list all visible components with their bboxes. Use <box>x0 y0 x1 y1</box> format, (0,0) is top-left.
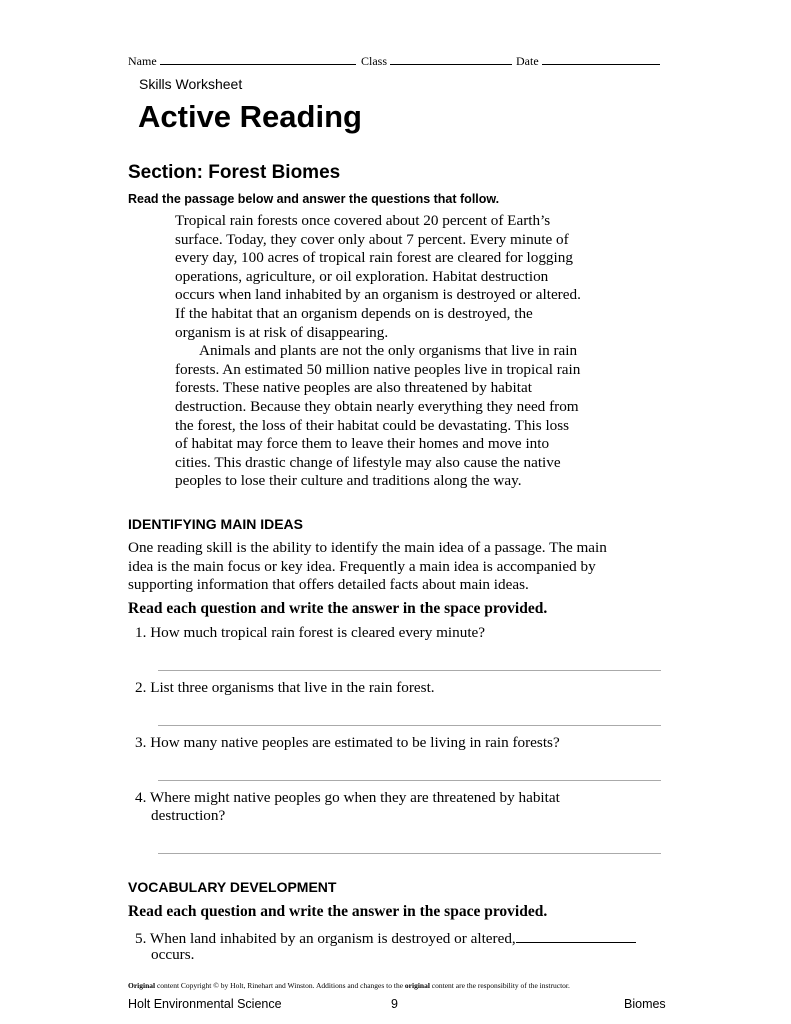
passage-line: every day, 100 acres of tropical rain forest are cleared for logging <box>175 249 573 267</box>
date-blank[interactable] <box>542 53 660 65</box>
name-blank[interactable] <box>160 53 356 65</box>
question-5-text: 5. When land inhabited by an organism is destroyed or altered, <box>135 930 516 947</box>
class-label: Class <box>361 54 388 68</box>
main-ideas-intro <box>128 539 648 595</box>
question-4-cont: destruction? <box>151 807 226 824</box>
question-5 <box>135 928 636 949</box>
copyright-text-2: content are the responsibility of the instructor. <box>429 981 570 990</box>
passage-line: cities. This drastic change of lifestyle may also cause the native <box>175 453 561 471</box>
passage-line: destruction. Because they obtain nearly everything they need from <box>175 397 579 415</box>
worksheet-label: Skills Worksheet <box>139 76 243 92</box>
reading-passage <box>175 212 615 491</box>
copyright-notice <box>128 981 570 990</box>
page-title: Active Reading <box>138 99 362 134</box>
footer-chapter: Biomes <box>624 997 666 1011</box>
intro-line: supporting information that offers detailed facts about main ideas. <box>128 576 529 593</box>
section-title: Section: Forest Biomes <box>128 162 341 183</box>
questions-instruction: Read each question and write the answer in the space provided. <box>128 600 548 617</box>
name-field[interactable] <box>128 53 356 69</box>
question-3: 3. How many native peoples are estimated to be living in rain forests? <box>135 734 560 751</box>
passage-line: operations, agriculture, or oil exploration. Habitat destruction <box>175 267 549 285</box>
footer-page-number: 9 <box>391 997 398 1011</box>
question-4: 4. Where might native peoples go when they are threatened by habitat <box>135 789 560 806</box>
passage-line: Animals and plants are not the only organisms that live in rain <box>199 342 578 360</box>
answer-line-4[interactable] <box>158 853 661 854</box>
intro-line: One reading skill is the ability to identify the main idea of a passage. The main <box>128 539 607 556</box>
main-ideas-heading: IDENTIFYING MAIN IDEAS <box>128 516 304 532</box>
date-label: Date <box>516 54 539 68</box>
passage-line: the forest, the loss of their habitat could be devastating. This loss <box>175 416 570 434</box>
class-field[interactable] <box>361 53 512 69</box>
answer-line-3[interactable] <box>158 780 661 781</box>
footer-book-title: Holt Environmental Science <box>128 997 282 1011</box>
answer-line-1[interactable] <box>158 670 661 671</box>
passage-line: forests. These native peoples are also threatened by habitat <box>175 379 532 397</box>
question-1: 1. How much tropical rain forest is cleared every minute? <box>135 624 486 641</box>
copyright-original-1: Original <box>128 981 156 990</box>
passage-line: occurs when land inhabited by an organism is destroyed or altered. <box>175 286 581 304</box>
passage-line: If the habitat that an organism depends on is destroyed, the <box>175 304 533 322</box>
question-5-end: occurs. <box>151 946 195 963</box>
passage-line: forests. An estimated 50 million native peoples live in tropical rain <box>175 360 581 378</box>
intro-line: idea is the main focus or key idea. Frequently a main idea is accompanied by <box>128 557 596 575</box>
passage-line: organism is at risk of disappearing. <box>175 323 389 341</box>
question-2: 2. List three organisms that live in the rain forest. <box>135 679 435 696</box>
date-field[interactable] <box>516 53 660 69</box>
passage-line: surface. Today, they cover only about 7 percent. Every minute of <box>175 230 569 248</box>
class-blank[interactable] <box>390 53 512 65</box>
copyright-original-2: original <box>404 981 430 990</box>
passage-line: Tropical rain forests once covered about 20 percent of Earth’s <box>175 212 551 229</box>
passage-line: peoples to lose their culture and traditions along the way. <box>175 472 522 490</box>
answer-line-2[interactable] <box>158 725 661 726</box>
passage-line: of habitat may force them to leave their homes and move into <box>175 435 550 453</box>
name-label: Name <box>128 54 157 68</box>
passage-instructions: Read the passage below and answer the questions that follow. <box>128 192 500 206</box>
vocabulary-instruction: Read each question and write the answer in the space provided. <box>128 903 548 920</box>
fill-in-blank[interactable] <box>516 928 636 943</box>
vocabulary-heading: VOCABULARY DEVELOPMENT <box>128 879 337 895</box>
copyright-text-1: content Copyright © by Holt, Rinehart and Winston. Additions and changes to the <box>155 981 405 990</box>
